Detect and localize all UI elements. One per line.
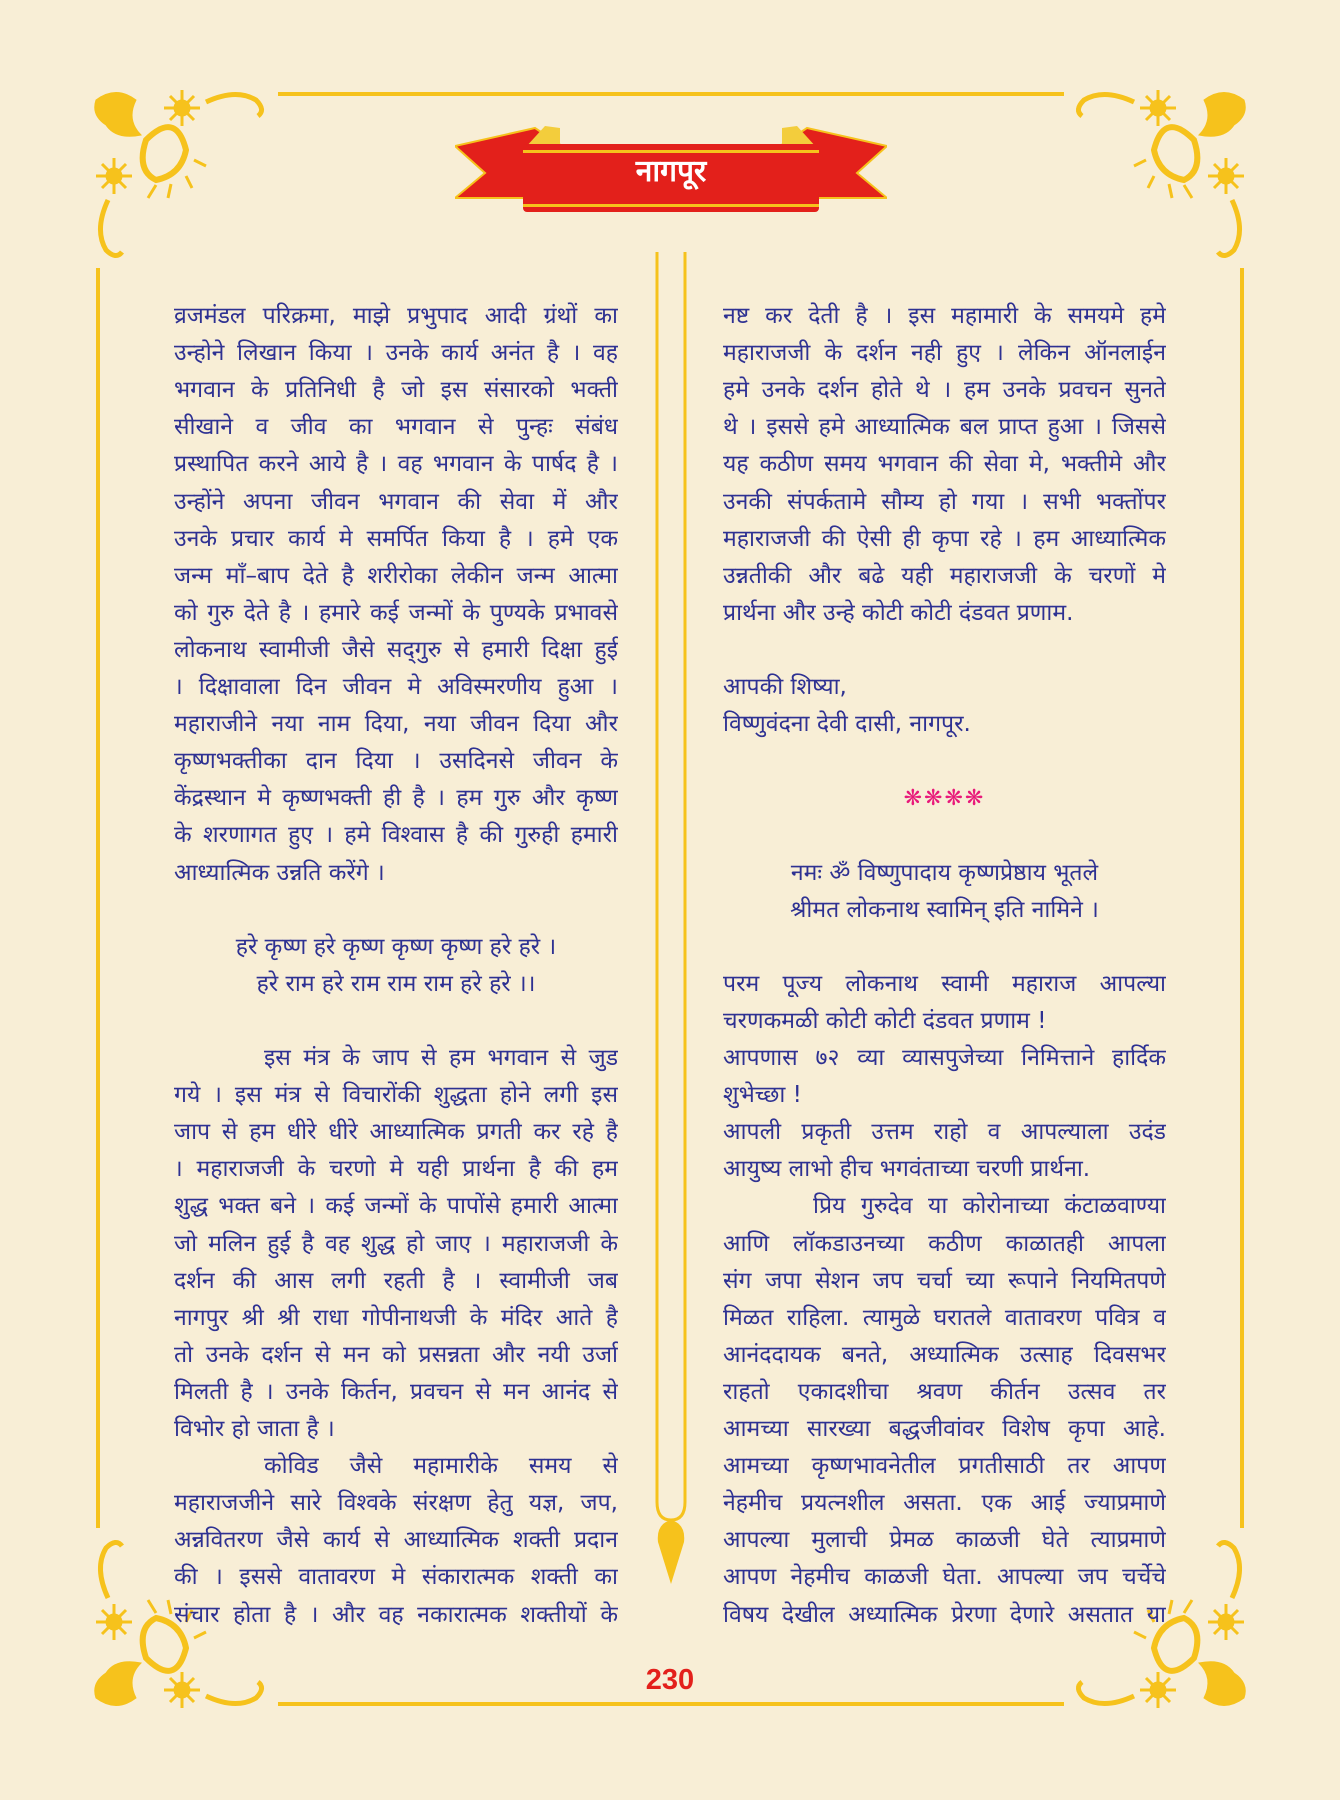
left-mantra-line: हरे कृष्ण हरे कृष्ण कृष्ण कृष्ण हरे हरे । <box>235 933 557 960</box>
left-paragraph-2-line: गये । इस मंत्र से विचारोंकी शुद्धता होने लगी इस <box>174 1082 618 1109</box>
right-blessing-line: आपली प्रकृती उत्तम राहो व आपल्याला उदंड <box>723 1119 1166 1146</box>
right-paragraph-2-line: आणि लॉकडाउनच्या कठीण काळातही आपला <box>723 1230 1166 1257</box>
right-paragraph-2-line: प्रिय गुरुदेव या कोरोनाच्या कंटाळवाण्या <box>813 1193 1166 1220</box>
right-paragraph-2-line: आनंददायक बनते, अध्यात्मिक उत्साह दिवसभर <box>723 1341 1166 1368</box>
border-right <box>1240 268 1244 1528</box>
right-paragraph-1-line: महाराजजी के दर्शन नही हुए । लेकिन ऑनलाईन <box>723 340 1166 367</box>
left-paragraph-1-line: प्रस्थापित करने आये है । वह भगवान के पार्षद है । <box>174 451 618 478</box>
right-paragraph-2-line: नेहमीच प्रयत्नशील असता. एक आई ज्याप्रमाणे <box>723 1490 1166 1517</box>
right-shloka-line: नमः ॐ विष्णुपादाय कृष्णप्रेष्ठाय भूतले <box>790 859 1099 886</box>
page-number: 230 <box>645 1664 695 1696</box>
left-paragraph-1-line: केंद्रस्थान मे कृष्णभक्ती ही है । हम गुरु और कृष्ण <box>174 785 618 812</box>
right-paragraph-2-line: आपण नेहमीच काळजी घेता. आपल्या जप चर्चेचे <box>723 1564 1166 1591</box>
page-title: नागपूर <box>635 154 707 189</box>
right-paragraph-2-line: मिळत राहिला. त्यामुळे घरातले वातावरण पवित्र व <box>723 1304 1166 1331</box>
left-paragraph-1-line: को गुरु देते है । हमारे कई जन्मों के पुण्यके प्रभावसे <box>174 599 618 626</box>
left-paragraph-1-line: उनके प्रचार कार्य मे समर्पित किया है । हमे एक <box>174 525 618 552</box>
right-signature-line: विष्णुवंदना देवी दासी, नागपूर. <box>723 711 971 738</box>
right-paragraph-1-line: प्रार्थना और उन्हे कोटी कोटी दंडवत प्रणाम. <box>723 599 1074 626</box>
right-paragraph-1-line: उनकी संपर्कतामे सौम्य हो गया । सभी भक्तोंपर <box>723 488 1166 515</box>
left-paragraph-3-line: अन्नवितरण जैसे कार्य से आध्यात्मिक शक्ती प्रदान <box>174 1527 618 1554</box>
right-blessing-line: आयुष्य लाभो हीच भगवंताच्या चरणी प्रार्थना. <box>723 1156 1091 1183</box>
right-paragraph-1-line: यह कठीण समय भगवान की सेवा मे, भक्तीमे और <box>723 451 1166 478</box>
left-paragraph-1-line: उन्होंने अपना जीवन भगवान की सेवा में और <box>174 488 618 515</box>
left-paragraph-2-line: विभोर हो जाता है । <box>174 1416 335 1442</box>
right-greeting-line: चरणकमळी कोटी कोटी दंडवत प्रणाम ! <box>723 1007 1047 1034</box>
right-paragraph-2-line: संग जपा सेशन जप चर्चा च्या रूपाने नियमितपणे <box>723 1267 1166 1294</box>
right-paragraph-1-line: थे । इससे हमे आध्यात्मिक बल प्राप्त हुआ । जिससे <box>723 414 1166 441</box>
right-wishes-line: आपणास ७२ व्या व्यासपुजेच्या निमित्ताने हार्दिक <box>723 1045 1166 1071</box>
right-paragraph-2-line: विषय देखील अध्यात्मिक प्रेरणा देणारे असतात या <box>723 1601 1166 1628</box>
left-paragraph-1-line: भगवान के प्रतिनिधी है जो इस संसारको भक्ती <box>174 377 618 404</box>
left-mantra-line: हरे राम हरे राम राम राम हरे हरे ।। <box>256 970 536 997</box>
left-paragraph-1-line: के शरणागत हुए । हमे विश्वास है की गुरुही हमारी <box>174 822 618 849</box>
right-paragraph-2-line: आमच्या कृष्णभावनेतील प्रगतीसाठी तर आपण <box>723 1453 1166 1480</box>
left-paragraph-2-line: दर्शन की आस लगी रहती है । स्वामीजी जब <box>174 1267 618 1294</box>
right-paragraph-1-line: उन्नतीकी और बढे यही महाराजजी के चरणों मे <box>723 562 1166 589</box>
left-paragraph-2-line: शुद्ध भक्त बने । कई जन्मों के पापोंसे हमारी आत्मा <box>174 1193 618 1220</box>
left-paragraph-1-line: जन्म माँ–बाप देते है शरीरोका लेकीन जन्म आत्मा <box>174 562 618 589</box>
right-shloka-line: श्रीमत लोकनाथ स्वामिन् इति नामिने । <box>790 896 1099 923</box>
left-paragraph-3-line: की । इससे वातावरण मे संकारात्मक शक्ती का <box>174 1564 618 1591</box>
left-paragraph-1-line: कृष्णभक्तीका दान दिया । उसदिनसे जीवन के <box>174 748 618 775</box>
left-paragraph-2-line: इस मंत्र के जाप से हम भगवान से जुड <box>264 1045 618 1071</box>
border-left <box>96 268 100 1528</box>
left-paragraph-2-line: नागपुर श्री श्री राधा गोपीनाथजी के मंदिर आते है <box>174 1304 618 1331</box>
right-signature-line: आपकी शिष्या, <box>723 674 847 700</box>
right-paragraph-2-line: राहतो एकादशीचा श्रवण कीर्तन उत्सव तर <box>723 1378 1166 1405</box>
column-divider <box>650 252 692 1587</box>
left-paragraph-1-line: आध्यात्मिक उन्नति करेंगे । <box>174 859 385 886</box>
left-paragraph-3-line: संचार होता है । और वह नकारात्मक शक्तीयों के <box>174 1601 618 1628</box>
left-paragraph-3-line: कोविड जैसे महामारीके समय से <box>264 1453 618 1480</box>
section-separator: ❋❋❋❋ <box>903 786 986 812</box>
left-paragraph-1-line: उन्होने लिखान किया । उनके कार्य अनंत है । वह <box>174 340 618 367</box>
right-paragraph-2-line: आपल्या मुलाची प्रेमळ काळजी घेते त्याप्रमाणे <box>723 1527 1166 1554</box>
left-paragraph-2-line: तो उनके दर्शन से मन को प्रसन्नता और नयी उर्जा <box>174 1341 618 1368</box>
left-paragraph-1-line: लोकनाथ स्वामीजी जैसे सद्‌गुरु से हमारी दिक्षा हुई <box>174 636 618 663</box>
right-paragraph-1-line: महाराजजी की ऐसी ही कृपा रहे । हम आध्यात्मिक <box>723 525 1166 552</box>
border-bottom <box>278 1702 1064 1706</box>
left-paragraph-1-line: । दिक्षावाला दिन जीवन मे अविस्मरणीय हुआ । <box>174 674 618 700</box>
right-paragraph-1-line: नष्ट कर देती है । इस महामारी के समयमे हमे <box>723 303 1166 329</box>
corner-ornament-top-right <box>1064 80 1254 270</box>
corner-ornament-top-left <box>86 80 276 270</box>
right-paragraph-2-line: आमच्या सारख्या बद्धजीवांवर विशेष कृपा आहे. <box>723 1416 1166 1442</box>
right-greeting-line: परम पूज्य लोकनाथ स्वामी महाराज आपल्या <box>723 970 1166 997</box>
left-paragraph-2-line: जाप से हम धीरे धीरे आध्यात्मिक प्रगती कर रहे है <box>174 1119 618 1146</box>
left-paragraph-2-line: । महाराजजी के चरणो मे यही प्रार्थना है की हम <box>174 1156 618 1183</box>
border-top <box>278 92 1064 96</box>
right-paragraph-1-line: हमे उनके दर्शन होते थे । हम उनके प्रवचन सुनते <box>723 377 1166 404</box>
left-paragraph-2-line: जो मलिन हुई है वह शुद्ध हो जाए । महाराजजी के <box>174 1230 618 1257</box>
left-paragraph-2-line: मिलती है । उनके किर्तन, प्रवचन से मन आनंद से <box>174 1378 618 1405</box>
left-paragraph-1-line: सीखाने व जीव का भगवान से पुन्हः संबंध <box>174 414 618 441</box>
left-paragraph-3-line: महाराजजीने सारे विश्वके संरक्षण हेतु यज्ञ, जप, <box>174 1490 618 1517</box>
right-wishes-line: शुभेच्छा ! <box>723 1082 802 1109</box>
left-paragraph-1-line: महाराजीने नया नाम दिया, नया जीवन दिया और <box>174 711 618 738</box>
left-paragraph-1-line: व्रजमंडल परिक्रमा, माझे प्रभुपाद आदी ग्रंथों का <box>174 303 618 329</box>
